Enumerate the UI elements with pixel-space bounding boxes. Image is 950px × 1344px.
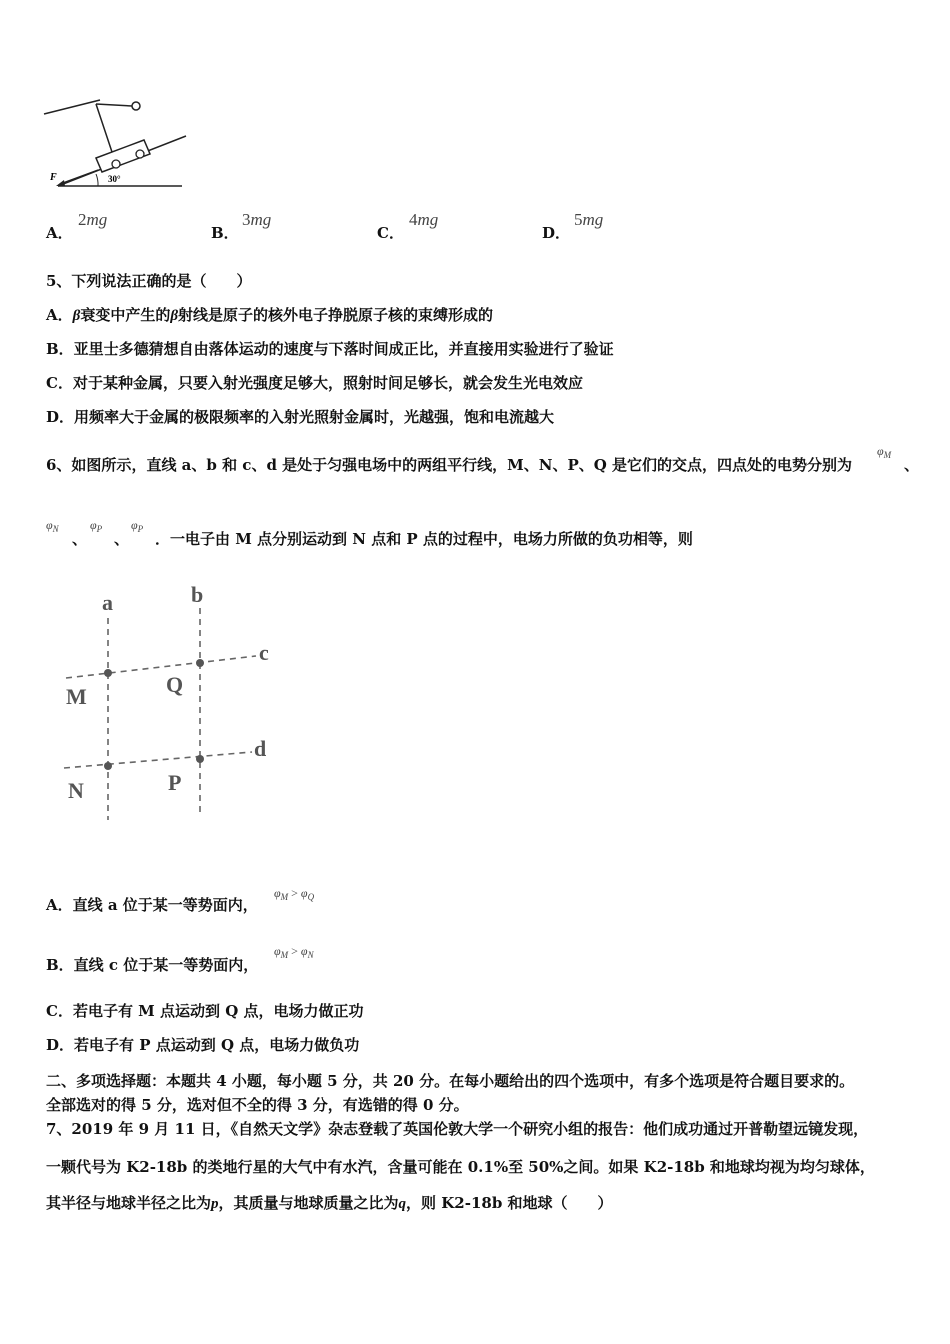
q4-option-d-math [574,210,603,230]
coef: 3 [242,210,251,229]
phi-symbol: φ [877,444,884,458]
q4-option-d [542,222,570,243]
phi-M [877,444,891,460]
phi-subscript: N [307,950,314,960]
q4-option-c-math [409,210,438,230]
beta-symbol: β [72,308,81,324]
point-Q [196,659,204,667]
option-letter: A． [46,306,73,324]
overhead-line [44,100,100,114]
option-letter: C． [377,224,404,242]
q7-line1: 7、2019 年 9 月 11 日，《自然天文学》杂志登载了英国伦敦大学一个研究小组的报告：他们成功通过开普勒望远镜发现， [46,1120,869,1138]
coef: 4 [409,210,418,229]
q5-option-d: D．用频率大于金属的极限频率的入射光照射金属时，光越强，饱和电流越大 [46,408,555,426]
label-c: c [259,640,269,665]
force-arrow-head [56,180,65,186]
greater-than: > [291,944,298,958]
option-letter: D． [542,224,571,242]
phi-subscript: Q [307,892,315,902]
phi-subscript: P [96,524,103,534]
angle-arc [96,174,98,186]
q6-option-d: D．若电子有 P 点运动到 Q 点，电场力做负功 [46,1036,360,1054]
section-2-line1: 二、多项选择题：本题共 4 小题，每小题 5 分，共 20 分。在每小题给出的四个选项中，有多个选项是符合题目要求的。 [46,1072,855,1090]
option-text: 衰变中产生的 [80,306,171,324]
phi-symbol: φ [274,944,281,958]
sep: 、 [904,456,920,474]
unit: mg [582,210,604,229]
phi-P [90,518,102,534]
unit: mg [417,210,439,229]
label-d: d [254,736,267,761]
q6-option-b-math [274,944,314,960]
label-M: M [66,684,87,709]
q6-option-a: A．直线 a 位于某一等势面内， [46,896,258,914]
q7-text: ，则 K2-18b 和地球（ ） [406,1194,613,1212]
label-N: N [68,778,84,803]
force-label: F [50,172,57,183]
stem-text: 6、如图所示，直线 a、b 和 c、d 是处于匀强电场中的两组平行线，M、N、P、Q 是它们的交点，四点处的电势分别为 [46,456,853,474]
coef: 5 [574,210,583,229]
phi-symbol: φ [300,886,308,900]
beta-symbol: β [170,308,179,324]
sep: 、 [114,530,130,548]
field-lines-figure [60,580,290,830]
section-2-line2: 全部选对的得 5 分，选对但不全的得 3 分，有选错的得 0 分。 [46,1096,469,1114]
q7-line2: 一颗代号为 K2-18b 的类地行星的大气中有水汽，含量可能在 0.1%至 50%之间。如果 K2-18b 和地球均视为均匀球体， [46,1158,875,1176]
wheel-1 [112,160,120,168]
phi-symbol: φ [90,518,97,532]
q7-line3 [46,1192,613,1213]
label-b: b [191,582,204,607]
point-N [104,762,112,770]
force-arrow [60,170,98,184]
label-a: a [102,590,113,615]
line-d [64,752,252,768]
phi-subscript: N [52,524,59,534]
sep: 、 [72,530,88,548]
line-c [66,656,256,678]
q7-text: ，其质量与地球质量之比为 [218,1194,399,1212]
q4-option-b [211,222,239,243]
phi-subscript: M [280,892,289,902]
point-P [196,755,204,763]
q5-option-a [46,304,493,325]
q6-option-a-math [274,886,314,902]
phi-symbol: φ [131,518,138,532]
q4-option-a [46,222,73,243]
q4-option-c [377,222,404,243]
q6-stem-line2: ．一电子由 M 点分别运动到 N 点和 P 点的过程中，电场力所做的负功相等，则 [155,530,693,548]
q7-text: 其半径与地球半径之比为 [46,1194,212,1212]
q4-option-a-math [78,210,107,230]
var-p: p [211,1196,219,1212]
coef: 2 [78,210,87,229]
rod [96,104,112,152]
q6-option-b: B．直线 c 位于某一等势面内， [46,956,259,974]
label-Q: Q [166,672,184,697]
q4-option-b-math [242,210,271,230]
phi-N [46,518,59,534]
rod-top [96,104,132,106]
pivot [132,102,140,110]
option-text: 射线是原子的核外电子挣脱原子核的束缚形成的 [178,306,494,324]
phi-P [131,518,143,534]
incline-figure [40,96,190,192]
q6-stem-line1 [46,454,852,475]
point-M [104,669,112,677]
phi-symbol: φ [300,944,308,958]
option-letter: A． [46,224,73,242]
q5-stem: 5、下列说法正确的是（ ） [46,272,252,290]
q5-option-b: B．亚里士多德猜想自由落体运动的速度与下落时间成正比，并直接用实验进行了验证 [46,340,614,358]
phi-subscript: P [137,524,144,534]
var-q: q [398,1196,407,1212]
phi-subscript: M [280,950,289,960]
phi-symbol: φ [46,518,53,532]
wheel-2 [136,150,144,158]
unit: mg [250,210,272,229]
unit: mg [86,210,108,229]
option-letter: B． [211,224,239,242]
label-P: P [168,770,182,795]
phi-subscript: M [883,450,892,460]
angle-label: 30° [108,174,121,184]
q5-option-c: C．对于某种金属，只要入射光强度足够大，照射时间足够长，就会发生光电效应 [46,374,583,392]
phi-symbol: φ [274,886,281,900]
q6-option-c: C．若电子有 M 点运动到 Q 点，电场力做正功 [46,1002,364,1020]
greater-than: > [291,886,298,900]
